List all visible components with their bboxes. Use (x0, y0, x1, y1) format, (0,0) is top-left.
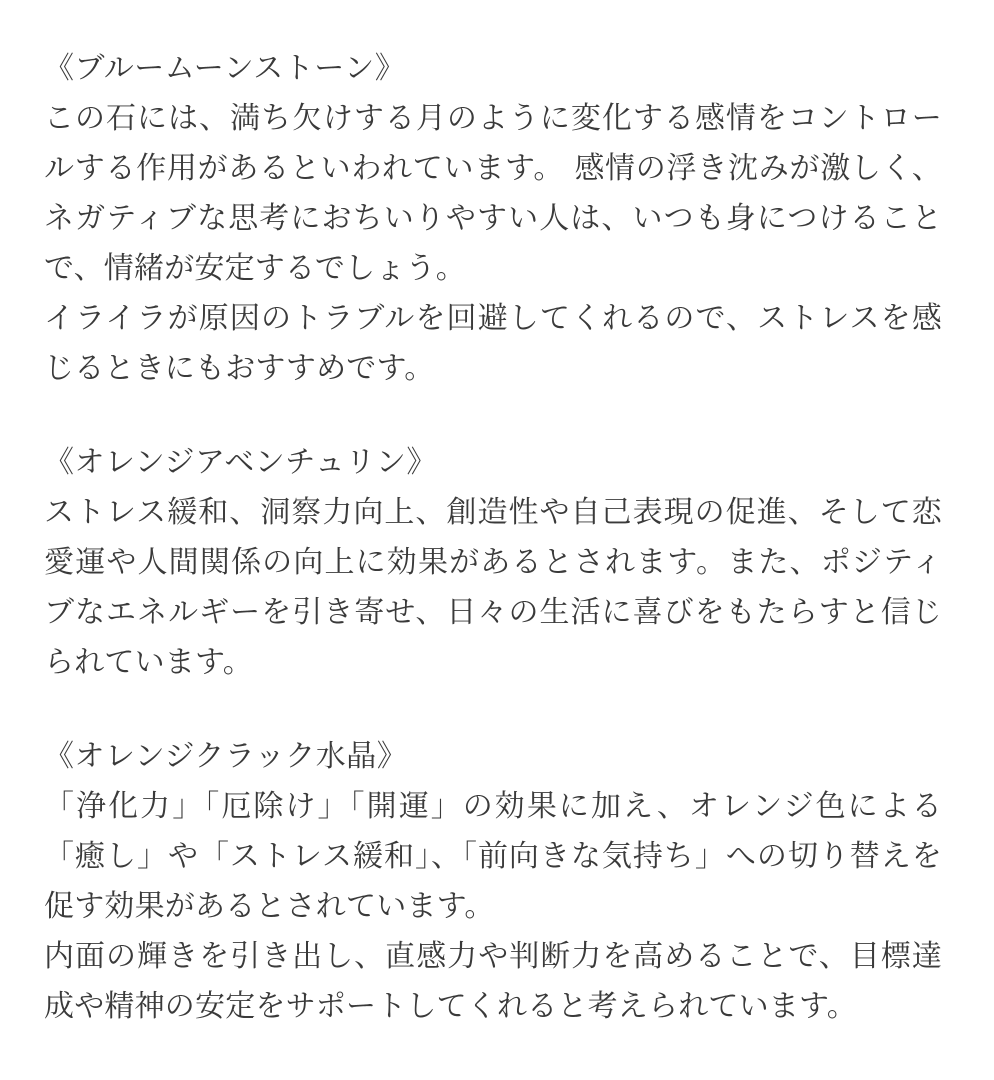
section-paragraph: この石には、満ち欠けする月のように変化する感情をコントロールする作用があるといわれています。 感情の浮き沈みが激しく、ネガティブな思考におちいりやすい人は、いつも身につけることで、情緒が安定するでしょう。 (44, 101, 942, 286)
stone-section-orange-aventurine (44, 438, 942, 688)
section-paragraph: 内面の輝きを引き出し、直感力や判断力を高めることで、目標達成や精神の安定をサポートしてくれると考えられています。 (44, 939, 942, 1024)
section-heading: 《オレンジクラック水晶》 (44, 739, 408, 774)
section-heading: 《ブルームーンストーン》 (44, 51, 406, 86)
stone-section-blue-moonstone (44, 44, 942, 394)
section-paragraph: イライラが原因のトラブルを回避してくれるので、ストレスを感じるときにもおすすめです。 (44, 301, 942, 386)
section-paragraph: 「浄化力」「厄除け」「開運」の効果に加え、オレンジ色による「癒し」や「ストレス緩和」、「前向きな気持ち」への切り替えを促す効果があるとされています。 (44, 789, 942, 924)
section-paragraph: ストレス緩和、洞察力向上、創造性や自己表現の促進、そして恋愛運や人間関係の向上に効果があるとされます。また、ポジティブなエネルギーを引き寄せ、日々の生活に喜びをもたらすと信じられています。 (44, 495, 942, 680)
section-heading: 《オレンジアベンチュリン》 (44, 445, 437, 480)
stone-section-orange-crack-quartz (44, 732, 942, 1032)
